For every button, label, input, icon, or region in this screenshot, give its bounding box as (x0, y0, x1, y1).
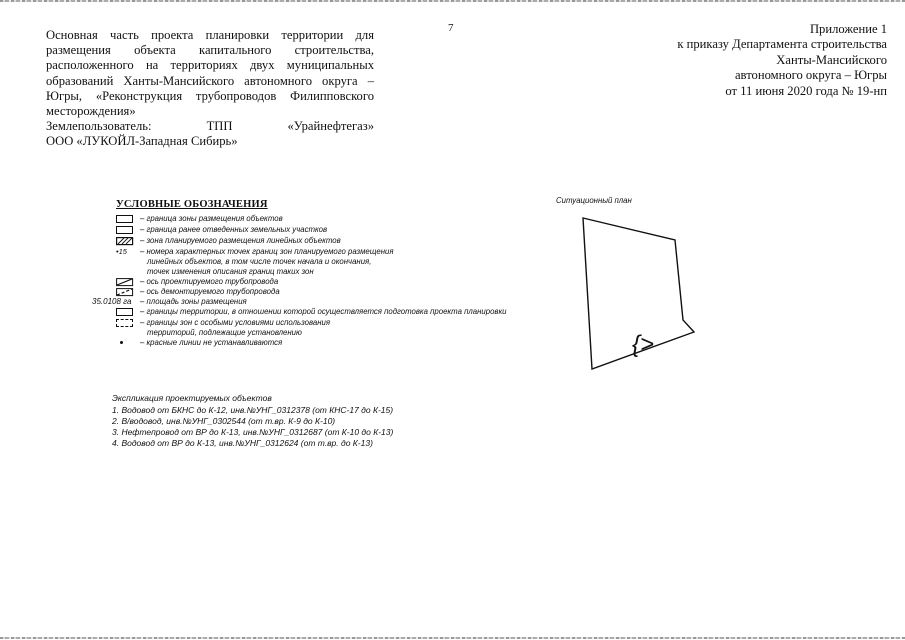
project-heading (46, 28, 374, 150)
hatched-zone-symbol (116, 236, 134, 246)
situation-plan-mark: {> (632, 331, 655, 358)
explication-item-1: 1. Водовод от БКНС до К-12, инв.№УНГ_0312378 (от КНС-17 до К-15) (112, 405, 394, 415)
appendix-line-2: к приказу Департамента строительства (677, 37, 887, 52)
dismantled-axis-symbol (116, 287, 134, 297)
legend-item-label: – граница ранее отведенных земельных участков (140, 225, 328, 234)
legend-points-continuation-2: точек изменения описания границ таких зон (147, 267, 314, 276)
point-number-symbol: •15 (116, 247, 127, 256)
legend-item-label: – красные линии не устанавливаются (140, 338, 283, 347)
heading-line-3: расположенного на территориях двух муниципальных (46, 58, 374, 73)
heading-line-6: месторождения» (46, 104, 136, 119)
situation-plan-label: Ситуационный план (556, 196, 632, 205)
appendix-line-3: Ханты-Мансийского (776, 52, 887, 67)
pipeline-axis-symbol (116, 277, 134, 287)
heading-line-4: образований Ханты-Мансийского автономного округа – (46, 73, 374, 88)
legend-item-label: – ось проектируемого трубопровода (140, 277, 279, 286)
explication-title: Экспликация проектируемых объектов (112, 393, 272, 403)
heading-line-5: Югры, «Реконструкция трубопроводов Филипповского (46, 88, 374, 103)
situation-plan-map (570, 204, 705, 384)
planning-territory-symbol (116, 308, 133, 316)
legend-item-label: – зона планируемого размещения линейных объектов (140, 236, 341, 245)
special-zones-symbol (116, 319, 133, 327)
previous-plots-symbol (116, 226, 133, 234)
page-number: 7 (448, 22, 454, 34)
explication-item-4: 4. Водовод от ВР до К-13, инв.№УНГ_0312624 (от т.вр. до К-13) (112, 438, 373, 448)
legend-item-label: – граница зоны размещения объектов (140, 214, 283, 223)
top-scan-edge (0, 0, 905, 2)
appendix-block (677, 22, 887, 99)
legend-item-label: – границы зон с особыми условиями использования (140, 318, 330, 327)
land-user-row (46, 119, 374, 134)
land-user-name: «Урайнефтегаз» (287, 119, 374, 134)
bottom-scan-edge (0, 637, 905, 639)
company-name: ООО «ЛУКОЙЛ-Западная Сибирь» (46, 134, 238, 149)
appendix-line-4: автономного округа – Югры (734, 68, 887, 83)
heading-line-1: Основная часть проекта планировки территории для (46, 28, 374, 42)
area-value-symbol: 35.0108 га (92, 297, 132, 306)
heading-line-2: размещения объекта капитального строительства, (46, 43, 374, 58)
appendix-line-5: от 11 июня 2020 года № 19-нп (725, 83, 887, 98)
legend-title: УСЛОВНЫЕ ОБОЗНАЧЕНИЯ (116, 199, 268, 210)
legend-item-label: – границы территории, в отношении которой осуществляется подготовка проекта планировки (140, 307, 507, 316)
legend-zones-continuation: территорий, подлежащие установлению (147, 328, 302, 337)
explication-item-3: 3. Нефтепровод от ВР до К-13, инв.№УНГ_0312687 (от К-10 до К-13) (112, 427, 394, 437)
land-user-label: Землепользователь: (46, 119, 152, 134)
appendix-line-1: Приложение 1 (809, 22, 887, 36)
explication-item-2: 2. В/водовод, инв.№УНГ_0302544 (от т.вр. К-9 до К-10) (112, 416, 336, 426)
zone-border-symbol (116, 215, 133, 223)
legend-item-label: – номера характерных точек границ зон планируемого размещения (140, 247, 394, 256)
red-lines-symbol (120, 341, 123, 344)
legend-points-continuation-1: линейных объектов, в том числе точек начала и окончания, (147, 257, 372, 266)
land-user-tpp: ТПП (206, 119, 233, 134)
legend-item-label: – площадь зоны размещения (140, 297, 247, 306)
legend-item-label: – ось демонтируемого трубопровода (140, 287, 280, 296)
